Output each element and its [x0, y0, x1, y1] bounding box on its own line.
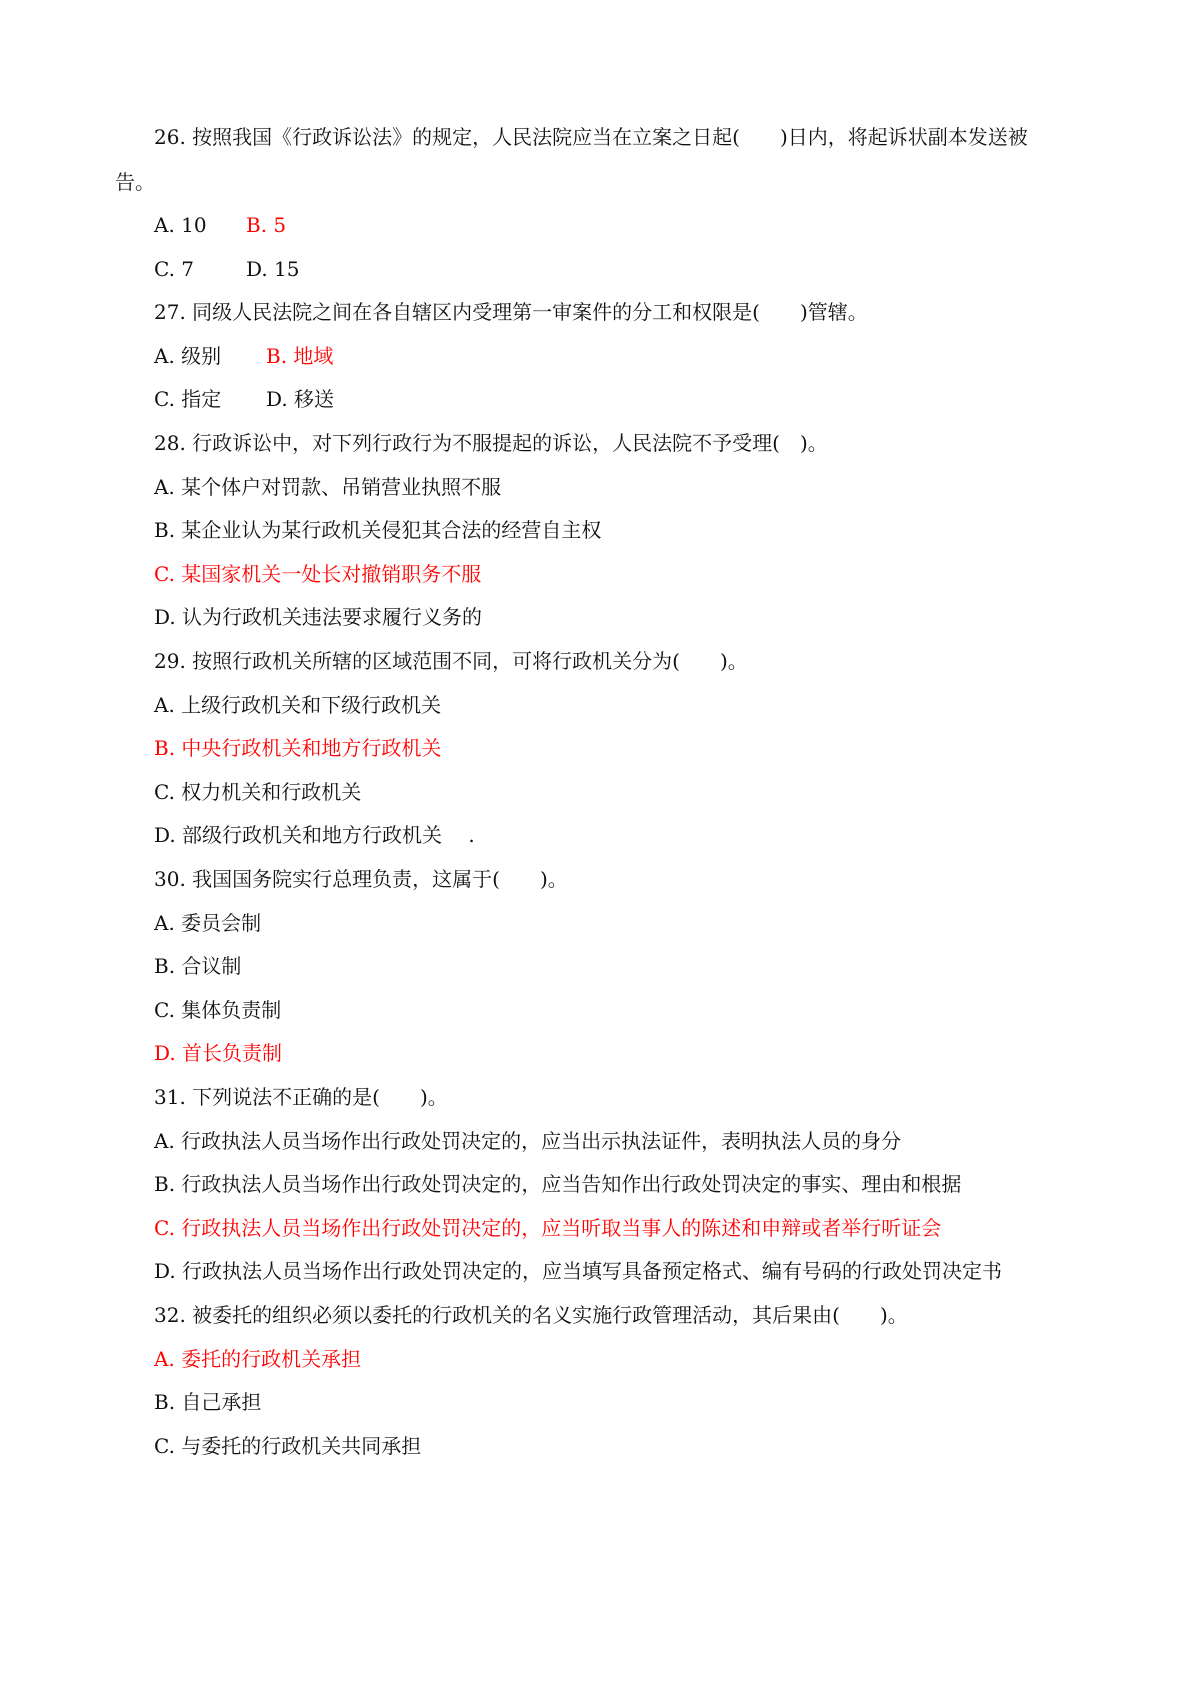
question-32-option-a-answer: A. 委托的行政机关承担	[154, 1347, 362, 1371]
question-27-stem: 27. 同级人民法院之间在各自辖区内受理第一审案件的分工和权限是( )管辖。	[154, 300, 868, 324]
question-26-option-c: C. 7	[154, 257, 195, 281]
question-30-stem: 30. 我国国务院实行总理负责，这属于( )。	[154, 867, 568, 891]
question-31-option-d: D. 行政执法人员当场作出行政处罚决定的，应当填写具备预定格式、编有号码的行政处罚决定书	[154, 1259, 1003, 1283]
question-26-option-d: D. 15	[246, 257, 300, 281]
question-31-option-b: B. 行政执法人员当场作出行政处罚决定的，应当告知作出行政处罚决定的事实、理由和根据	[154, 1172, 962, 1196]
question-29-option-b-answer: B. 中央行政机关和地方行政机关	[154, 736, 442, 760]
question-26-stem-continued: 告。	[115, 170, 155, 194]
question-30-option-b: B. 合议制	[154, 954, 242, 978]
question-28-option-c-answer: C. 某国家机关一处长对撤销职务不服	[154, 562, 482, 586]
question-28-option-b: B. 某企业认为某行政机关侵犯其合法的经营自主权	[154, 518, 602, 542]
question-26-option-b-answer: B. 5	[246, 213, 287, 237]
question-29-stem: 29. 按照行政机关所辖的区域范围不同，可将行政机关分为( )。	[154, 649, 748, 673]
question-28-option-d: D. 认为行政机关违法要求履行义务的	[154, 605, 483, 629]
question-26-option-a: A. 10	[154, 213, 207, 237]
question-29-option-d: D. 部级行政机关和地方行政机关 .	[154, 823, 475, 847]
question-27-options-row-2	[154, 387, 1191, 411]
question-30-option-d-answer: D. 首长负责制	[154, 1041, 283, 1065]
question-28-option-a: A. 某个体户对罚款、吊销营业执照不服	[154, 475, 502, 499]
question-27-option-b-answer: B. 地域	[266, 344, 334, 368]
question-32-option-b: B. 自己承担	[154, 1390, 262, 1414]
question-29-option-c: C. 权力机关和行政机关	[154, 780, 362, 804]
question-31-option-c-answer: C. 行政执法人员当场作出行政处罚决定的，应当听取当事人的陈述和申辩或者举行听证会	[154, 1216, 942, 1240]
question-31-option-a: A. 行政执法人员当场作出行政处罚决定的，应当出示执法证件，表明执法人员的身分	[154, 1129, 902, 1153]
question-26-options-row-1	[154, 213, 1191, 237]
question-30-option-c: C. 集体负责制	[154, 998, 282, 1022]
question-27-option-d: D. 移送	[266, 387, 335, 411]
question-30-option-a: A. 委员会制	[154, 911, 262, 935]
question-29-option-a: A. 上级行政机关和下级行政机关	[154, 693, 442, 717]
question-32-stem: 32. 被委托的组织必须以委托的行政机关的名义实施行政管理活动，其后果由( )。	[154, 1303, 908, 1327]
question-31-stem: 31. 下列说法不正确的是( )。	[154, 1085, 448, 1109]
question-26-stem: 26. 按照我国《行政诉讼法》的规定，人民法院应当在立案之日起( )日内，将起诉状副本发送被	[154, 125, 1028, 149]
question-27-options-row-1	[154, 344, 1191, 368]
question-27-option-a: A. 级别	[154, 344, 222, 368]
question-32-option-c: C. 与委托的行政机关共同承担	[154, 1434, 422, 1458]
question-26-options-row-2	[154, 257, 1191, 281]
question-27-option-c: C. 指定	[154, 387, 222, 411]
question-28-stem: 28. 行政诉讼中，对下列行政行为不服提起的诉讼，人民法院不予受理( )。	[154, 431, 828, 455]
